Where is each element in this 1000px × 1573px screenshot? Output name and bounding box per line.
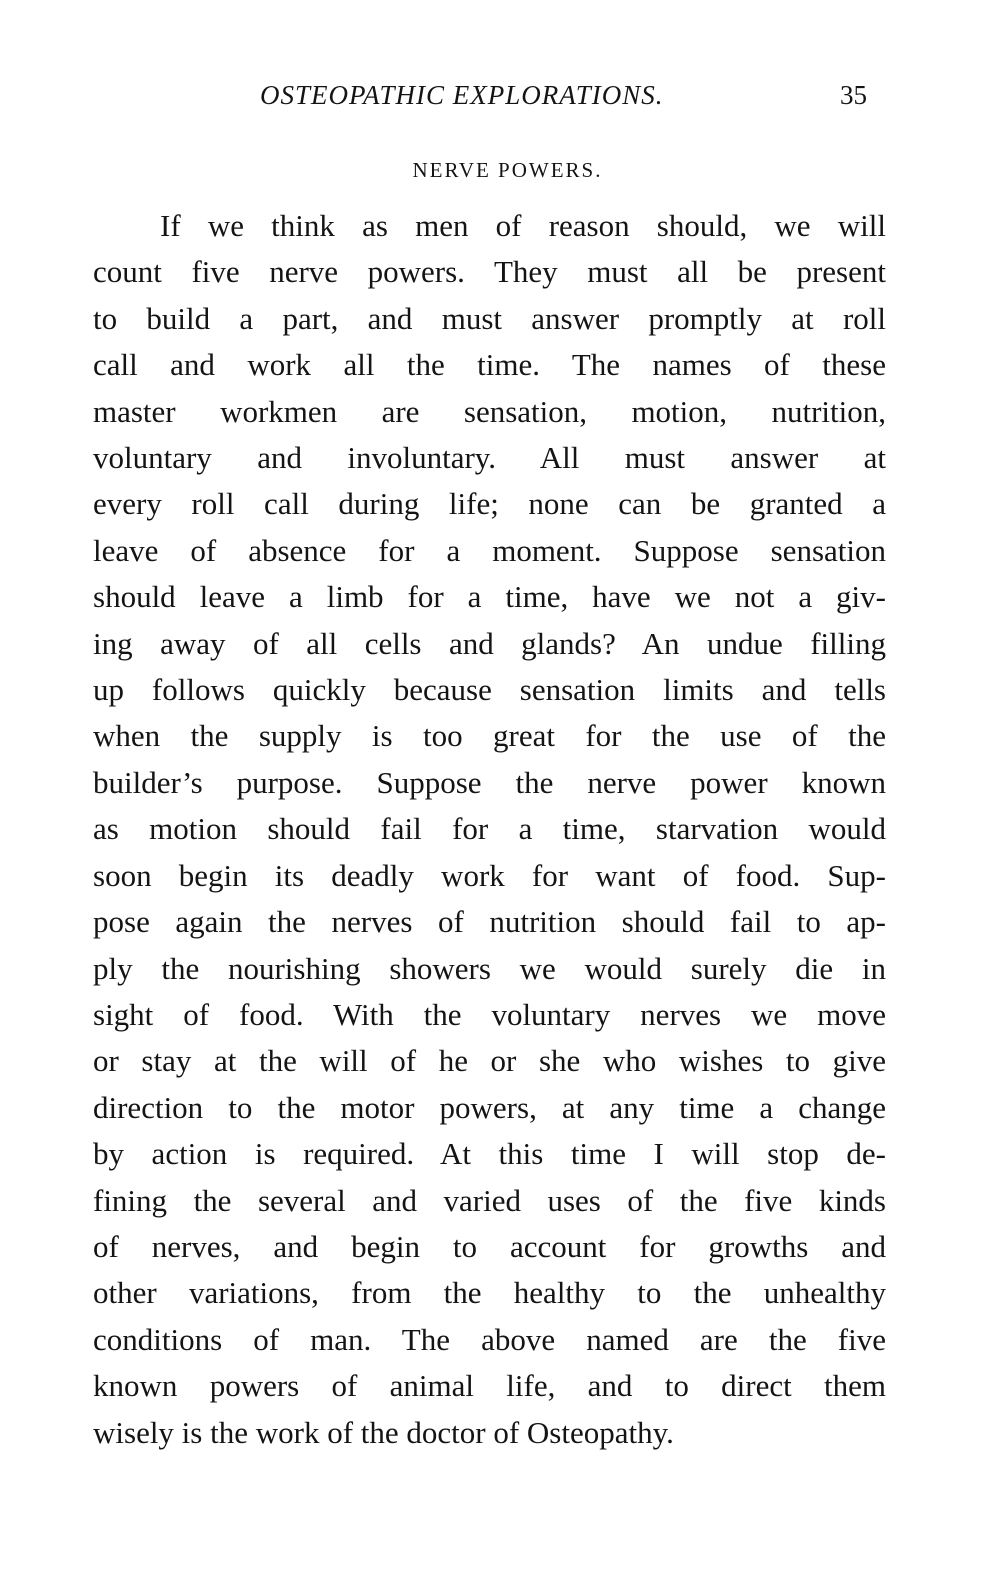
text-line: leave of absence for a moment. Suppose sensation bbox=[93, 532, 886, 568]
text-line: sight of food. With the voluntary nerves we move bbox=[93, 996, 886, 1032]
text-line: pose again the nerves of nutrition should fail to ap- bbox=[93, 904, 886, 940]
text-line: call and work all the time. The names of these bbox=[93, 347, 886, 383]
text-line: builder’s purpose. Suppose the nerve power known bbox=[93, 764, 886, 800]
page-number: 35 bbox=[840, 80, 867, 110]
text-line: count five nerve powers. They must all be present bbox=[93, 254, 886, 290]
text-line: up follows quickly because sensation limits and tells bbox=[93, 672, 886, 708]
text-line: when the supply is too great for the use of the bbox=[93, 718, 886, 754]
text-line: by action is required. At this time I will stop de- bbox=[93, 1136, 886, 1172]
text-line: should leave a limb for a time, have we not a giv- bbox=[93, 579, 886, 615]
running-title: OSTEOPATHIC EXPLORATIONS. bbox=[260, 80, 664, 110]
text-line: other variations, from the healthy to the unhealthy bbox=[93, 1275, 886, 1311]
section-title: NERVE POWERS. bbox=[412, 158, 603, 182]
text-line: voluntary and involuntary. All must answer at bbox=[93, 440, 886, 476]
text-line: wisely is the work of the doctor of Osteopathy. bbox=[93, 1414, 674, 1450]
text-line: direction to the motor powers, at any time a change bbox=[93, 1089, 886, 1125]
text-line: If we think as men of reason should, we will bbox=[160, 208, 886, 243]
text-line: soon begin its deadly work for want of food. Sup- bbox=[93, 857, 886, 893]
text-line: as motion should fail for a time, starvation would bbox=[93, 811, 886, 847]
text-line: ing away of all cells and glands? An undue filling bbox=[93, 625, 886, 661]
text-line: or stay at the will of he or she who wishes to give bbox=[93, 1043, 886, 1079]
text-line: to build a part, and must answer promptly at roll bbox=[93, 300, 886, 336]
text-line: conditions of man. The above named are the five bbox=[93, 1321, 886, 1357]
text-line: known powers of animal life, and to direct them bbox=[93, 1368, 886, 1404]
text-line: fining the several and varied uses of the five kinds bbox=[93, 1182, 886, 1218]
text-line: master workmen are sensation, motion, nutrition, bbox=[93, 393, 886, 429]
text-line: every roll call during life; none can be granted a bbox=[93, 486, 886, 522]
body-paragraph bbox=[93, 203, 886, 1456]
text-line: ply the nourishing showers we would surely die in bbox=[93, 950, 886, 986]
text-line: of nerves, and begin to account for growths and bbox=[93, 1228, 886, 1264]
